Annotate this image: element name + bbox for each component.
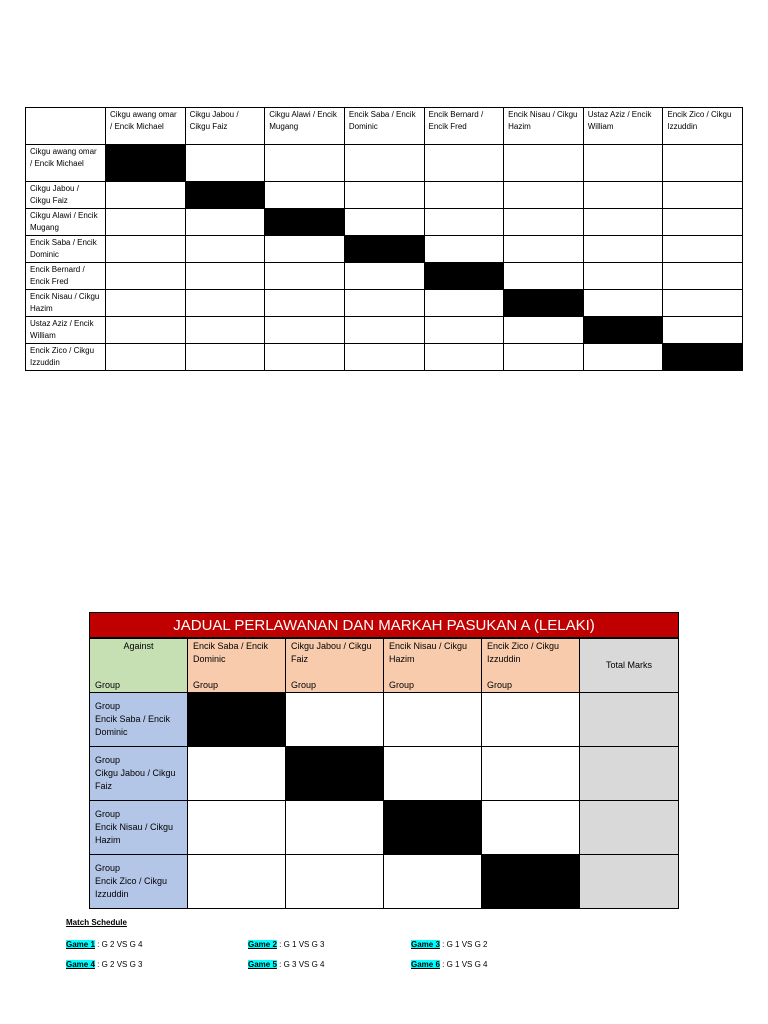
table-row — [26, 317, 743, 344]
score-cell[interactable] — [344, 290, 424, 317]
table-row — [90, 801, 679, 855]
table-header-row — [26, 108, 743, 145]
table-header-row — [90, 639, 679, 693]
score-cell[interactable] — [188, 855, 286, 909]
game-label: Game 5 — [248, 960, 277, 969]
score-cell[interactable] — [344, 145, 424, 182]
blocked-cell — [185, 182, 265, 209]
game-entry — [411, 960, 488, 969]
score-cell[interactable] — [424, 182, 504, 209]
score-cell[interactable] — [384, 747, 482, 801]
column-header: Cikgu Jabou / Cikgu Faiz — [185, 108, 265, 145]
against-label: Against — [123, 641, 154, 651]
score-cell[interactable] — [583, 290, 663, 317]
blocked-cell — [188, 693, 286, 747]
row-header: Cikgu Alawi / Encik Mugang — [26, 209, 106, 236]
team-a-schedule-table — [89, 612, 679, 909]
total-marks-cell[interactable] — [580, 693, 679, 747]
blocked-cell — [265, 209, 345, 236]
table-row — [90, 693, 679, 747]
score-cell[interactable] — [106, 263, 186, 290]
score-cell[interactable] — [265, 145, 345, 182]
column-header: Encik Zico / Cikgu Izzuddin Group — [482, 639, 580, 693]
game-entry — [411, 940, 488, 949]
score-cell[interactable] — [286, 855, 384, 909]
score-cell[interactable] — [504, 236, 584, 263]
row-header: Encik Bernard / Encik Fred — [26, 263, 106, 290]
score-cell[interactable] — [424, 145, 504, 182]
game-entry — [248, 940, 325, 949]
row-header: Cikgu awang omar / Encik Michael — [26, 145, 106, 182]
total-marks-cell[interactable] — [580, 855, 679, 909]
game-entry — [66, 940, 143, 949]
score-cell[interactable] — [504, 263, 584, 290]
score-cell[interactable] — [265, 236, 345, 263]
game-label: Game 3 — [411, 940, 440, 949]
against-header — [90, 639, 188, 693]
table-row — [26, 209, 743, 236]
score-cell[interactable] — [663, 236, 743, 263]
game-label: Game 2 — [248, 940, 277, 949]
score-cell[interactable] — [106, 290, 186, 317]
score-cell[interactable] — [504, 182, 584, 209]
group-label: Group — [95, 809, 121, 819]
score-cell[interactable] — [663, 263, 743, 290]
score-cell[interactable] — [504, 209, 584, 236]
score-cell[interactable] — [482, 693, 580, 747]
round-robin-table — [25, 107, 743, 371]
table-row — [90, 855, 679, 909]
score-cell[interactable] — [106, 209, 186, 236]
score-cell[interactable] — [663, 145, 743, 182]
marks-table — [89, 638, 679, 909]
column-header: Encik Bernard / Encik Fred — [424, 108, 504, 145]
score-cell[interactable] — [424, 344, 504, 371]
column-header: Cikgu awang omar / Encik Michael — [106, 108, 186, 145]
column-header: Encik Saba / Encik Dominic — [344, 108, 424, 145]
column-header: Ustaz Aziz / Encik William — [583, 108, 663, 145]
score-cell[interactable] — [185, 236, 265, 263]
score-cell[interactable] — [185, 145, 265, 182]
group-label: Group — [389, 680, 415, 690]
score-cell[interactable] — [286, 693, 384, 747]
game-match: : G 2 VS G 4 — [97, 940, 143, 949]
game-entry — [248, 960, 325, 969]
score-cell[interactable] — [482, 801, 580, 855]
group-label: Group — [193, 680, 219, 690]
score-cell[interactable] — [344, 344, 424, 371]
group-label: Group — [95, 680, 121, 690]
corner-cell — [26, 108, 106, 145]
row-header: Group Encik Nisau / Cikgu Hazim — [90, 801, 188, 855]
game-match: : G 1 VS G 4 — [442, 960, 488, 969]
row-header: Ustaz Aziz / Encik William — [26, 317, 106, 344]
blocked-cell — [583, 317, 663, 344]
score-cell[interactable] — [106, 182, 186, 209]
score-cell[interactable] — [185, 344, 265, 371]
score-cell[interactable] — [106, 236, 186, 263]
game-match: : G 3 VS G 4 — [279, 960, 325, 969]
game-label: Game 1 — [66, 940, 95, 949]
score-cell[interactable] — [344, 317, 424, 344]
match-schedule-title: Match Schedule — [66, 918, 127, 927]
blocked-cell — [424, 263, 504, 290]
table-row — [26, 145, 743, 182]
group-label: Group — [95, 755, 121, 765]
score-cell[interactable] — [106, 344, 186, 371]
row-header: Encik Nisau / Cikgu Hazim — [26, 290, 106, 317]
score-cell[interactable] — [265, 317, 345, 344]
score-cell[interactable] — [106, 317, 186, 344]
score-cell[interactable] — [583, 263, 663, 290]
blocked-cell — [286, 747, 384, 801]
row-header: Group Encik Saba / Encik Dominic — [90, 693, 188, 747]
score-cell[interactable] — [185, 209, 265, 236]
total-marks-cell[interactable] — [580, 801, 679, 855]
game-match: : G 2 VS G 3 — [97, 960, 143, 969]
row-header: Group Cikgu Jabou / Cikgu Faiz — [90, 747, 188, 801]
score-cell[interactable] — [583, 236, 663, 263]
score-cell[interactable] — [344, 263, 424, 290]
score-cell[interactable] — [265, 344, 345, 371]
score-cell[interactable] — [185, 317, 265, 344]
score-cell[interactable] — [663, 317, 743, 344]
game-entry — [66, 960, 143, 969]
row-header: Cikgu Jabou / Cikgu Faiz — [26, 182, 106, 209]
score-cell[interactable] — [265, 182, 345, 209]
row-header: Group Encik Zico / Cikgu Izzuddin — [90, 855, 188, 909]
table-row — [26, 182, 743, 209]
column-header: Cikgu Alawi / Encik Mugang — [265, 108, 345, 145]
table-title: JADUAL PERLAWANAN DAN MARKAH PASUKAN A (LELAKI) — [89, 612, 679, 638]
score-cell[interactable] — [583, 182, 663, 209]
column-header: Encik Nisau / Cikgu Hazim — [504, 108, 584, 145]
score-cell[interactable] — [185, 263, 265, 290]
game-label: Game 4 — [66, 960, 95, 969]
score-cell[interactable] — [424, 290, 504, 317]
column-header: Encik Nisau / Cikgu Hazim Group — [384, 639, 482, 693]
score-cell[interactable] — [384, 693, 482, 747]
blocked-cell — [344, 236, 424, 263]
group-label: Group — [95, 863, 121, 873]
score-cell[interactable] — [265, 290, 345, 317]
column-header: Encik Zico / Cikgu Izzuddin — [663, 108, 743, 145]
total-marks-cell[interactable] — [580, 747, 679, 801]
column-header: Encik Saba / Encik Dominic Group — [188, 639, 286, 693]
game-match: : G 1 VS G 3 — [279, 940, 325, 949]
table-row — [26, 236, 743, 263]
score-cell[interactable] — [265, 263, 345, 290]
score-cell[interactable] — [188, 801, 286, 855]
table-row — [26, 290, 743, 317]
score-cell[interactable] — [663, 182, 743, 209]
score-cell[interactable] — [583, 344, 663, 371]
game-match: : G 1 VS G 2 — [442, 940, 488, 949]
score-cell[interactable] — [424, 317, 504, 344]
score-cell[interactable] — [583, 209, 663, 236]
score-cell[interactable] — [504, 317, 584, 344]
score-cell[interactable] — [583, 145, 663, 182]
blocked-cell — [504, 290, 584, 317]
score-cell[interactable] — [185, 290, 265, 317]
blocked-cell — [663, 344, 743, 371]
table-row — [90, 747, 679, 801]
score-cell[interactable] — [663, 290, 743, 317]
table-row — [26, 344, 743, 371]
blocked-cell — [106, 145, 186, 182]
score-cell[interactable] — [504, 145, 584, 182]
row-header: Encik Zico / Cikgu Izzuddin — [26, 344, 106, 371]
score-cell[interactable] — [286, 801, 384, 855]
score-cell[interactable] — [424, 236, 504, 263]
group-label: Group — [291, 680, 317, 690]
score-cell[interactable] — [482, 747, 580, 801]
score-cell[interactable] — [663, 209, 743, 236]
blocked-cell — [482, 855, 580, 909]
blocked-cell — [384, 801, 482, 855]
group-label: Group — [95, 701, 121, 711]
score-cell[interactable] — [504, 344, 584, 371]
total-marks-header: Total Marks — [580, 639, 679, 693]
score-cell[interactable] — [188, 747, 286, 801]
score-cell[interactable] — [344, 182, 424, 209]
table-row — [26, 263, 743, 290]
column-header: Cikgu Jabou / Cikgu Faiz Group — [286, 639, 384, 693]
score-cell[interactable] — [384, 855, 482, 909]
score-cell[interactable] — [344, 209, 424, 236]
row-header: Encik Saba / Encik Dominic — [26, 236, 106, 263]
game-label: Game 6 — [411, 960, 440, 969]
score-cell[interactable] — [424, 209, 504, 236]
group-label: Group — [487, 680, 513, 690]
